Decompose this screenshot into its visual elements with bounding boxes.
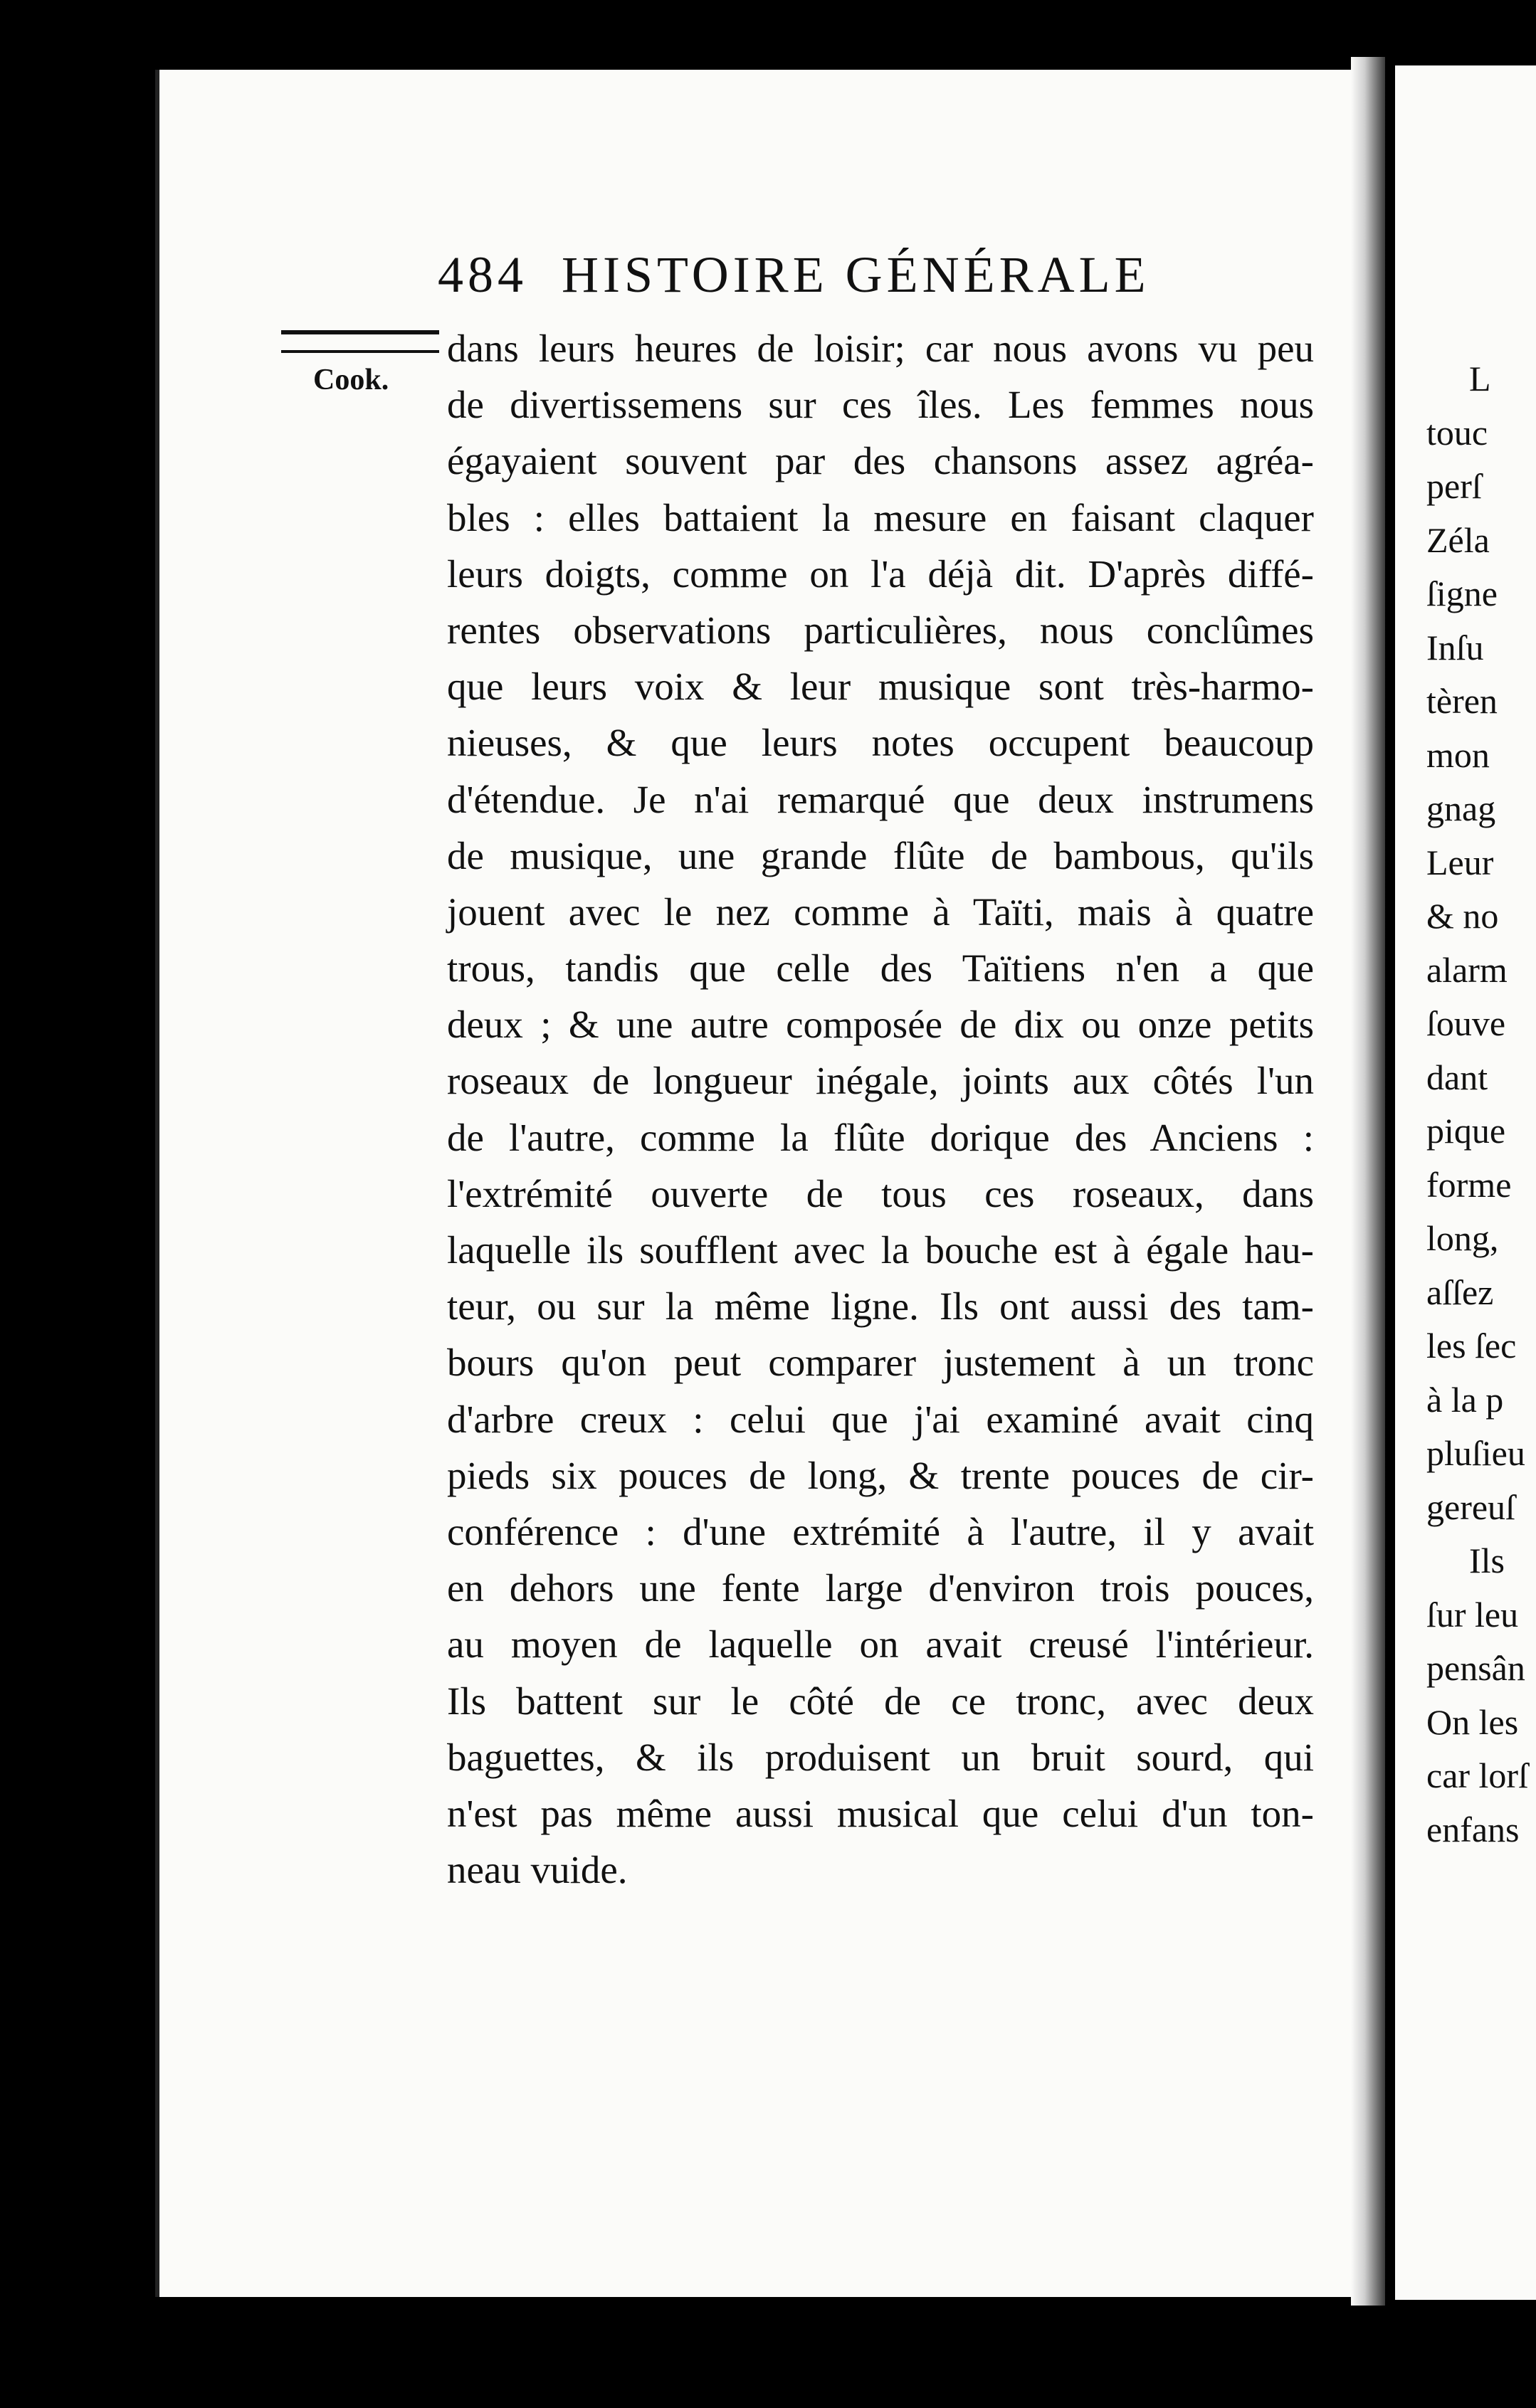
body-text (447, 320, 1314, 1898)
facing-page-fragment: perſ (1426, 466, 1482, 506)
text-line: d'étendue. Je n'ai remarqué que deux instrumens (447, 777, 1314, 821)
facing-page-fragment: ſouve (1426, 1003, 1506, 1043)
facing-page-fragment: & no (1426, 896, 1499, 936)
facing-page-fragment: gnag (1426, 788, 1496, 828)
text-line: égayaient souvent par des chansons assez agréa- (447, 439, 1314, 483)
facing-page-fragment: pique (1426, 1111, 1506, 1151)
text-line: bles : elles battaient la mesure en faisant claquer (447, 495, 1314, 539)
facing-page-fragment: touc (1426, 412, 1488, 453)
facing-page-text (1426, 352, 1536, 1857)
facing-page-fragment: ſur leu (1426, 1594, 1519, 1635)
facing-page-fragment: aſſez (1426, 1272, 1494, 1312)
margin-note: Cook. (313, 364, 389, 396)
text-line: de l'autre, comme la flûte dorique des Anciens : (447, 1115, 1314, 1159)
text-line: neau vuide. (447, 1848, 628, 1892)
facing-page-fragment: tèren (1426, 681, 1498, 721)
text-line: n'est pas même aussi musical que celui d'un ton- (447, 1791, 1314, 1835)
margin-rule (281, 330, 439, 353)
facing-page-fragment: forme (1426, 1164, 1512, 1205)
facing-page-fragment: long, (1426, 1218, 1499, 1258)
text-line: nieuses, & que leurs notes occupent beaucoup (447, 721, 1314, 765)
text-line: en dehors une fente large d'environ trois pouces, (447, 1566, 1314, 1610)
text-line: d'arbre creux : celui que j'ai examiné avait cinq (447, 1397, 1314, 1441)
running-head (438, 246, 1292, 303)
facing-page-fragment: les ſec (1426, 1326, 1517, 1366)
text-line: rentes observations particulières, nous conclûmes (447, 608, 1314, 652)
facing-page-fragment: à la p (1426, 1379, 1504, 1420)
facing-page-fragment: Leur (1426, 842, 1494, 882)
facing-page-fragment: On les (1426, 1701, 1519, 1742)
text-line: leurs doigts, comme on l'a déjà dit. D'après diffé- (447, 551, 1314, 596)
text-line: pieds six pouces de long, & trente pouces de cir- (447, 1453, 1314, 1497)
facing-page-fragment: car lorſ (1426, 1755, 1528, 1795)
text-line: teur, ou sur la même ligne. Ils ont aussi des tam- (447, 1284, 1314, 1329)
facing-page-fragment: gereuſ (1426, 1486, 1515, 1527)
facing-page-fragment: ſigne (1426, 574, 1498, 613)
page-number: 484 (438, 246, 527, 303)
text-line: de divertissemens sur ces îles. Les femmes nous (447, 383, 1314, 427)
text-line: Ils battent sur le côté de ce tronc, avec deux (447, 1679, 1314, 1723)
text-line: jouent avec le nez comme à Taïti, mais à quatre (447, 889, 1314, 934)
text-line: au moyen de laquelle on avait creusé l'intérieur. (447, 1622, 1314, 1667)
facing-page-fragment: pluſieu (1426, 1433, 1525, 1473)
facing-page-fragment: L (1469, 359, 1491, 398)
facing-page-fragment: pensân (1426, 1648, 1525, 1688)
text-line: roseaux de longueur inégale, joints aux côtés l'un (447, 1059, 1314, 1103)
text-line: laquelle ils soufflent avec la bouche est à égale hau- (447, 1228, 1314, 1272)
text-line: baguettes, & ils produisent un bruit sourd, qui (447, 1735, 1314, 1779)
facing-page-fragment: Ils (1469, 1541, 1505, 1580)
facing-page-fragment: dant (1426, 1057, 1488, 1097)
text-line: trous, tandis que celle des Taïtiens n'en a que (447, 946, 1314, 991)
facing-page-fragment: mon (1426, 734, 1490, 775)
page-title: HISTOIRE GÉNÉRALE (562, 246, 1150, 303)
text-line: bours qu'on peut comparer justement à un tronc (447, 1341, 1314, 1385)
facing-page-fragment: Zéla (1426, 519, 1490, 560)
text-line: conférence : d'une extrémité à l'autre, il y avait (447, 1509, 1314, 1553)
text-line: que leurs voix & leur musique sont très-harmo- (447, 665, 1314, 709)
facing-page-fragment: Inſu (1426, 627, 1484, 667)
text-line: de musique, une grande flûte de bambous, qu'ils (447, 833, 1314, 877)
text-line: l'extrémité ouverte de tous ces roseaux, dans (447, 1171, 1314, 1215)
book-gutter (1351, 57, 1385, 2306)
text-line: deux ; & une autre composée de dix ou onze petits (447, 1003, 1314, 1047)
facing-page-fragment: enfans (1426, 1809, 1520, 1849)
facing-page-fragment: alarm (1426, 949, 1508, 990)
text-line: dans leurs heures de loisir; car nous avons vu peu (447, 327, 1314, 370)
